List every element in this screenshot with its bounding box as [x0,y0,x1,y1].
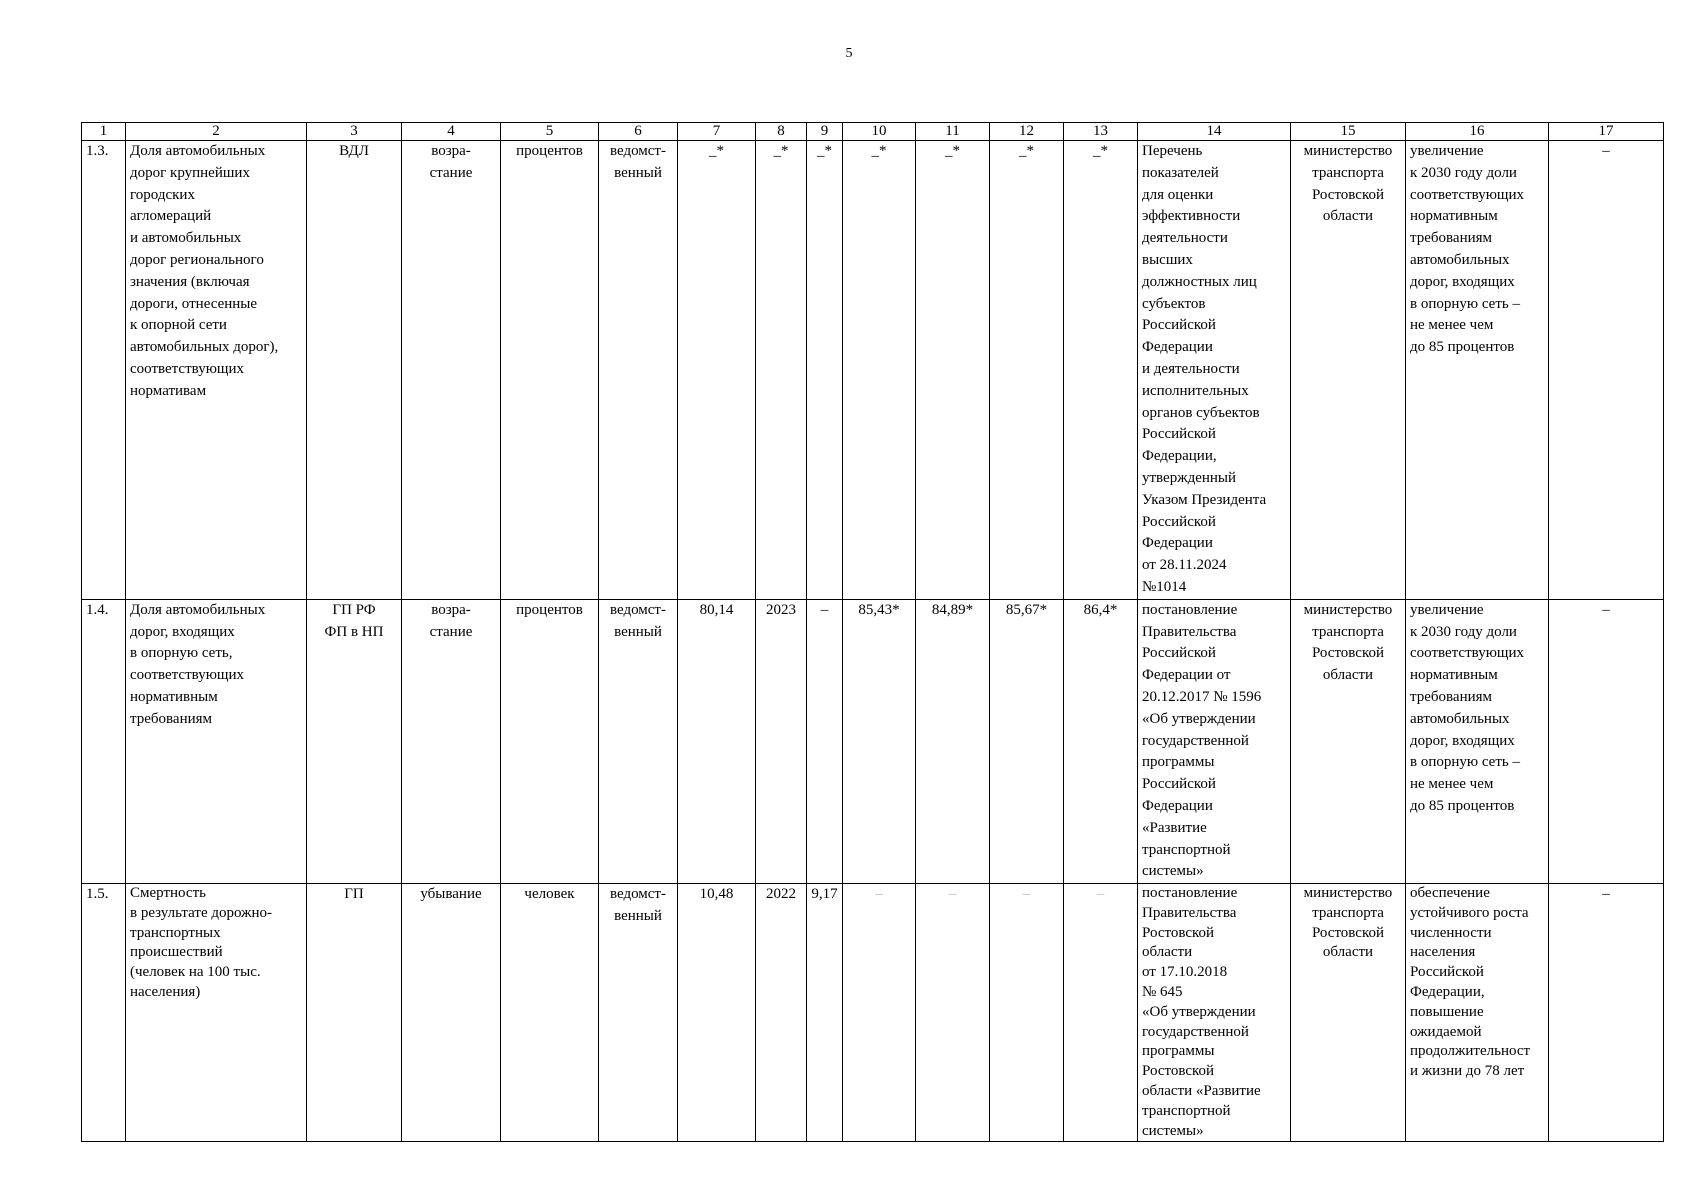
indicators-table [81,122,1664,1142]
goal-link: увеличение к 2030 году доли соответствующих нормативным требованиям автомобильных дорог, входящих в опорную сеть – не менее чем до 85 процентов [1406,141,1549,600]
indicator-unit: процентов [501,599,599,883]
base-year: 2022 [756,884,807,1142]
value-col-13: _* [1064,141,1138,600]
row-number: 1.3. [82,141,126,600]
value-col-9: 9,17 [807,884,843,1142]
source-document: постановление Правительства Российской Федерации от 20.12.2017 № 1596 «Об утверждении государственной программы Российской Федерации «Развитие транспортной системы» [1138,599,1291,883]
goal-link: обеспечение устойчивого роста численности населения Российской Федерации, повышение ожидаемой продолжительност и жизни до 78 лет [1406,884,1549,1142]
base-year: _* [756,141,807,600]
value-col-9: – [807,599,843,883]
table-row [82,599,1664,883]
row-number: 1.5. [82,884,126,1142]
table-row [82,884,1664,1142]
responsible-body: министерство транспорта Ростовской области [1291,141,1406,600]
source-document: постановление Правительства Ростовской области от 17.10.2018 № 645 «Об утверждении государственной программы Ростовской области «Развитие транспортной системы» [1138,884,1291,1142]
col-number-4: 4 [402,123,501,141]
page-number: 5 [845,46,853,61]
col-number-13: 13 [1064,123,1138,141]
indicator-trend: возра- стание [402,599,501,883]
col-number-7: 7 [678,123,756,141]
value-col-10: 85,43* [843,599,916,883]
value-col-13: – [1064,884,1138,1142]
indicator-name: Доля автомобильных дорог, входящих в опорную сеть, соответствующих нормативным требованиям [126,599,307,883]
value-col-10: – [843,884,916,1142]
value-col-11: 84,89* [916,599,990,883]
indicator-type: ведомст- венный [599,884,678,1142]
col-number-9: 9 [807,123,843,141]
value-col-13: 86,4* [1064,599,1138,883]
col-number-5: 5 [501,123,599,141]
indicator-level: ГП РФ ФП в НП [307,599,402,883]
value-col-12: _* [990,141,1064,600]
indicator-trend: убывание [402,884,501,1142]
col-number-2: 2 [126,123,307,141]
col-number-11: 11 [916,123,990,141]
col-number-12: 12 [990,123,1064,141]
col-number-8: 8 [756,123,807,141]
source-document: Перечень показателей для оценки эффективности деятельности высших должностных лиц субъектов Российской Федерации и деятельности исполнительных органов субъектов Российской Федерации, утвержденный Указом Президента Российской Федерации от 28.11.2024 №1014 [1138,141,1291,600]
info-system: – [1549,884,1664,1142]
base-year: 2023 [756,599,807,883]
col-number-17: 17 [1549,123,1664,141]
col-number-15: 15 [1291,123,1406,141]
indicator-level: ГП [307,884,402,1142]
table-row [82,141,1664,600]
value-col-9: _* [807,141,843,600]
base-value: 80,14 [678,599,756,883]
base-value: _* [678,141,756,600]
responsible-body: министерство транспорта Ростовской области [1291,599,1406,883]
column-number-row [82,123,1664,141]
row-number: 1.4. [82,599,126,883]
indicator-name: Доля автомобильных дорог крупнейших городских агломераций и автомобильных дорог регионального значения (включая дороги, отнесенные к опорной сети автомобильных дорог), соответствующих нормативам [126,141,307,600]
col-number-3: 3 [307,123,402,141]
responsible-body: министерство транспорта Ростовской области [1291,884,1406,1142]
base-value: 10,48 [678,884,756,1142]
col-number-10: 10 [843,123,916,141]
info-system: – [1549,599,1664,883]
col-number-16: 16 [1406,123,1549,141]
indicator-unit: человек [501,884,599,1142]
value-col-11: _* [916,141,990,600]
indicator-name: Смертность в результате дорожно- транспортных происшествий (человек на 100 тыс. населения) [126,884,307,1142]
col-number-6: 6 [599,123,678,141]
value-col-12: 85,67* [990,599,1064,883]
indicator-type: ведомст- венный [599,141,678,600]
indicator-trend: возра- стание [402,141,501,600]
value-col-10: _* [843,141,916,600]
value-col-12: – [990,884,1064,1142]
goal-link: увеличение к 2030 году доли соответствующих нормативным требованиям автомобильных дорог, входящих в опорную сеть – не менее чем до 85 процентов [1406,599,1549,883]
indicator-level: ВДЛ [307,141,402,600]
info-system: – [1549,141,1664,600]
value-col-11: – [916,884,990,1142]
col-number-1: 1 [82,123,126,141]
col-number-14: 14 [1138,123,1291,141]
indicator-unit: процентов [501,141,599,600]
indicator-type: ведомст- венный [599,599,678,883]
